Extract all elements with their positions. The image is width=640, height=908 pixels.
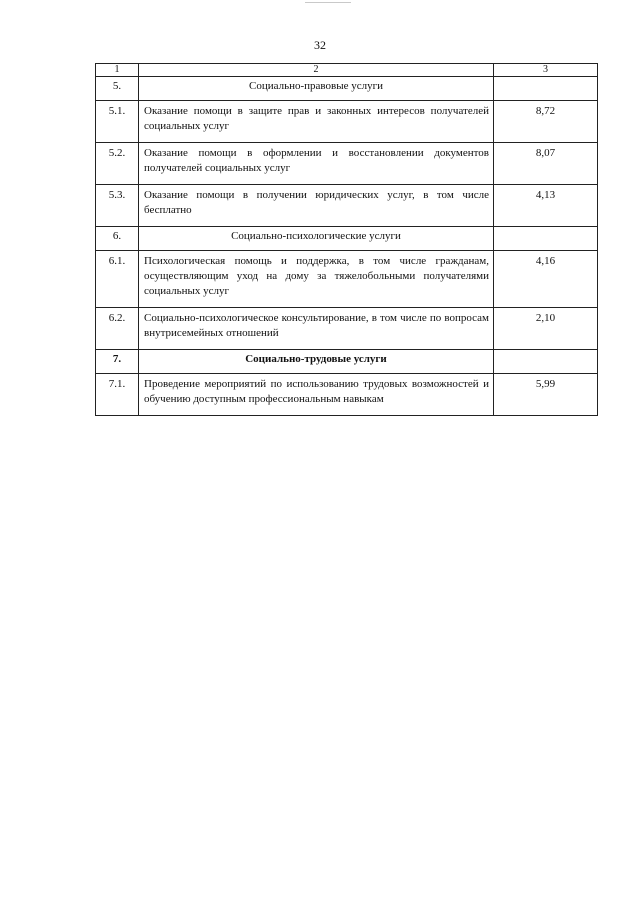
item-value: 5,99 xyxy=(494,374,598,416)
item-value: 4,16 xyxy=(494,251,598,308)
item-value: 8,07 xyxy=(494,143,598,185)
item-number: 5.3. xyxy=(96,185,139,227)
page-number: 32 xyxy=(314,38,326,52)
section-title: Социально-психологические услуги xyxy=(139,227,494,251)
section-title: Социально-трудовые услуги xyxy=(139,350,494,374)
section-title: Социально-правовые услуги xyxy=(139,77,494,101)
section-number: 6. xyxy=(96,227,139,251)
section-number: 5. xyxy=(96,77,139,101)
item-description: Социально-психологическое консультирование, в том числе по вопросам внутрисемейных отношений xyxy=(139,308,494,350)
item-number: 6.1. xyxy=(96,251,139,308)
item-number: 7.1. xyxy=(96,374,139,416)
item-number: 6.2. xyxy=(96,308,139,350)
section-row-psychological xyxy=(96,227,598,251)
table-row xyxy=(96,101,598,143)
item-number: 5.1. xyxy=(96,101,139,143)
scan-artifact xyxy=(305,2,351,3)
services-table xyxy=(95,63,598,416)
section-number: 7. xyxy=(96,350,139,374)
item-value: 4,13 xyxy=(494,185,598,227)
table-row xyxy=(96,185,598,227)
section-value xyxy=(494,350,598,374)
table-row xyxy=(96,251,598,308)
section-row-labor xyxy=(96,350,598,374)
item-description: Оказание помощи в защите прав и законных интересов получателей социальных услуг xyxy=(139,101,494,143)
column-header-3: 3 xyxy=(494,64,598,77)
item-number: 5.2. xyxy=(96,143,139,185)
column-header-1: 1 xyxy=(96,64,139,77)
item-description: Оказание помощи в оформлении и восстановлении документов получателей социальных услуг xyxy=(139,143,494,185)
column-header-2: 2 xyxy=(139,64,494,77)
section-value xyxy=(494,227,598,251)
item-description: Психологическая помощь и поддержка, в том числе гражданам, осуществляющим уход на дому за тяжелобольными получателями социальных услуг xyxy=(139,251,494,308)
section-row-legal xyxy=(96,77,598,101)
table-row xyxy=(96,143,598,185)
table-row xyxy=(96,308,598,350)
table-row xyxy=(96,374,598,416)
table-header-row xyxy=(96,64,598,77)
section-value xyxy=(494,77,598,101)
item-value: 8,72 xyxy=(494,101,598,143)
item-description: Проведение мероприятий по использованию трудовых возможностей и обучению доступным профессиональным навыкам xyxy=(139,374,494,416)
item-description: Оказание помощи в получении юридических услуг, в том числе бесплатно xyxy=(139,185,494,227)
item-value: 2,10 xyxy=(494,308,598,350)
